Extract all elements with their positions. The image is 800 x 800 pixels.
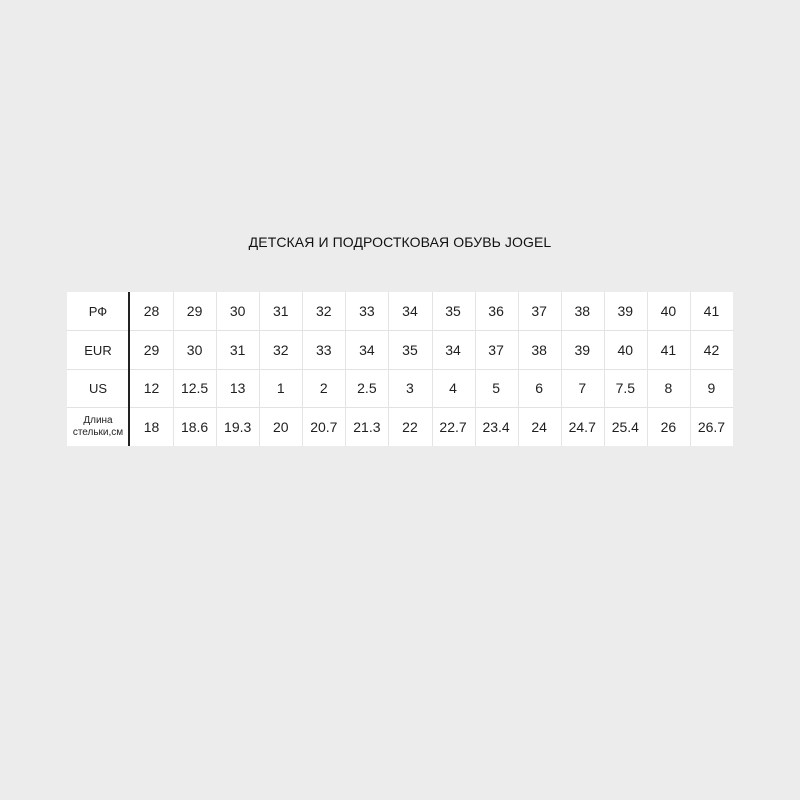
column-divider xyxy=(561,292,562,446)
column-divider xyxy=(216,292,217,446)
column-divider xyxy=(690,292,691,446)
table-cell: 41 xyxy=(703,303,720,319)
table-cell: 6 xyxy=(535,380,544,396)
column-divider xyxy=(388,292,389,446)
column-divider xyxy=(302,292,303,446)
table-cell: 36 xyxy=(488,303,504,319)
table-cell: 5 xyxy=(492,380,500,396)
table-cell: 32 xyxy=(272,342,289,358)
table-cell: 41 xyxy=(660,342,677,358)
table-cell: 29 xyxy=(143,342,160,358)
table-cell: 26.7 xyxy=(697,419,726,435)
table-cell: 32 xyxy=(316,303,332,319)
table-cell: 26 xyxy=(660,419,677,435)
table-cell: 2.5 xyxy=(357,380,377,396)
table-cell: 30 xyxy=(186,342,203,358)
table-cell: 29 xyxy=(186,303,203,319)
table-cell: 2 xyxy=(319,380,328,396)
size-table xyxy=(67,292,733,446)
table-cell: 22 xyxy=(402,419,418,435)
table-cell: 20 xyxy=(272,419,289,435)
table-cell: 3 xyxy=(406,380,414,396)
table-cell: 30 xyxy=(229,303,246,319)
table-cell: 21.3 xyxy=(353,419,381,435)
table-cell: 40 xyxy=(617,342,634,358)
table-cell: 37 xyxy=(488,342,504,358)
table-cell: 9 xyxy=(707,380,716,396)
table-row-rf xyxy=(67,292,733,330)
table-cell: 31 xyxy=(229,342,246,358)
table-cell: 35 xyxy=(402,342,418,358)
table-cell: 24 xyxy=(531,419,547,435)
column-divider xyxy=(345,292,346,446)
header-column-divider xyxy=(128,292,130,446)
table-cell: 31 xyxy=(272,303,289,319)
column-divider xyxy=(518,292,519,446)
table-cell: 13 xyxy=(229,380,246,396)
table-cell: 38 xyxy=(531,342,547,358)
table-cell: 19.3 xyxy=(224,419,252,435)
table-cell: 42 xyxy=(703,342,720,358)
table-cell: 24.7 xyxy=(568,419,596,435)
table-cell: 34 xyxy=(359,342,375,358)
table-cell: 39 xyxy=(574,342,591,358)
column-divider xyxy=(432,292,433,446)
table-cell: 20.7 xyxy=(310,419,338,435)
table-cell: 23.4 xyxy=(482,419,510,435)
table-cell: 35 xyxy=(445,303,461,319)
column-divider xyxy=(173,292,174,446)
row-header-rf: РФ xyxy=(88,303,108,319)
column-divider xyxy=(259,292,260,446)
table-cell: 33 xyxy=(316,342,332,358)
table-cell: 12.5 xyxy=(180,380,209,396)
row-header-us: US xyxy=(88,380,108,396)
table-row-us xyxy=(67,369,733,407)
page-title: ДЕТСКАЯ И ПОДРОСТКОВАЯ ОБУВЬ JOGEL xyxy=(248,234,552,250)
table-cell: 4 xyxy=(449,380,457,396)
table-cell: 34 xyxy=(402,303,418,319)
table-cell: 33 xyxy=(359,303,375,319)
table-cell: 7.5 xyxy=(615,380,636,396)
table-cell: 39 xyxy=(617,303,634,319)
column-divider xyxy=(604,292,605,446)
table-cell: 18.6 xyxy=(180,419,209,435)
column-divider xyxy=(475,292,476,446)
table-cell: 37 xyxy=(531,303,547,319)
table-cell: 8 xyxy=(664,380,673,396)
table-cell: 22.7 xyxy=(439,419,467,435)
table-cell: 1 xyxy=(276,380,285,396)
table-cell: 40 xyxy=(660,303,677,319)
table-row-insole-length xyxy=(67,408,733,446)
table-cell: 18 xyxy=(143,419,160,435)
table-cell: 7 xyxy=(578,380,587,396)
table-row-eur xyxy=(67,331,733,369)
row-header-insole-length: Длина стельки,см xyxy=(72,415,124,438)
table-cell: 12 xyxy=(143,380,160,396)
table-cell: 25.4 xyxy=(611,419,639,435)
row-header-eur: EUR xyxy=(84,342,112,358)
table-cell: 28 xyxy=(143,303,160,319)
table-cell: 38 xyxy=(574,303,591,319)
table-cell: 34 xyxy=(445,342,461,358)
column-divider xyxy=(647,292,648,446)
